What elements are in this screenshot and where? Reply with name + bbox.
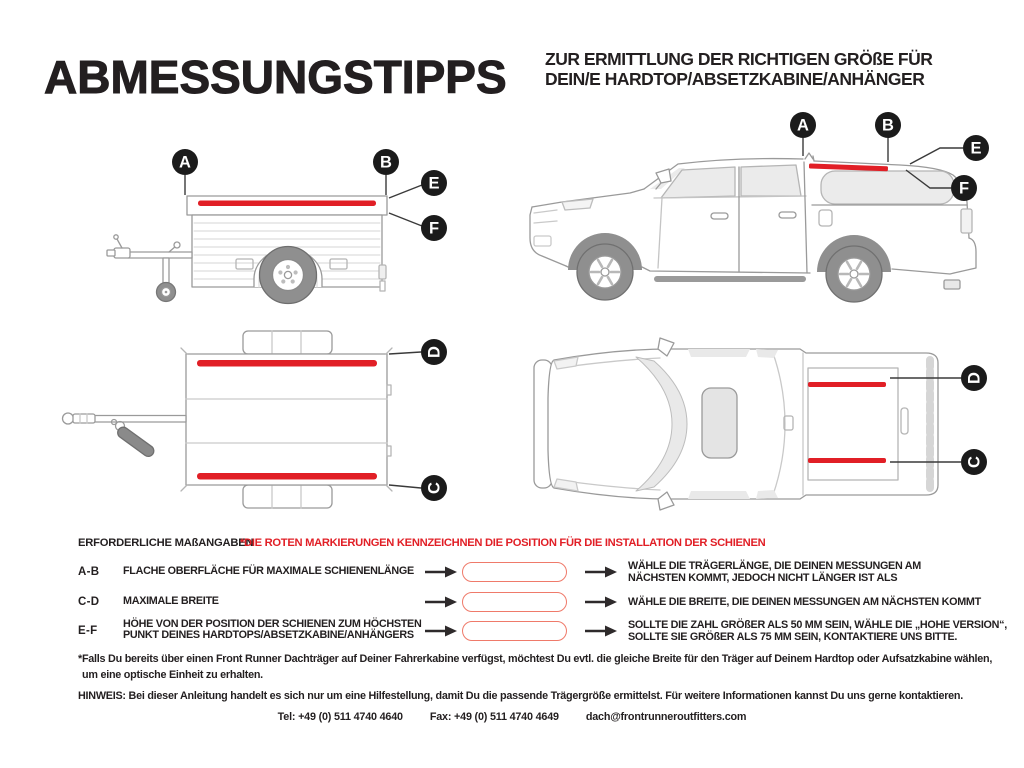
subtitle-line-2: DEIN/E HARDTOP/ABSETZKABINE/ANHÄNGER <box>545 69 925 89</box>
marker-c <box>421 475 447 501</box>
marker-b <box>373 149 399 175</box>
page-subtitle <box>545 49 932 89</box>
rail-position-stripe <box>197 473 377 480</box>
text-line: MAXIMALE BREITE <box>123 594 219 607</box>
text-line: HÖHE VON DER POSITION DER SCHIENEN ZUM HÖCHSTEN <box>123 617 422 630</box>
text-line: PUNKT DEINES HARDTOPS/ABSETZKABINE/ANHÄNGERS <box>123 629 414 642</box>
measurements-heading: ERFORDERLICHE MAßANGABEN <box>78 537 254 549</box>
truck-top-diagram <box>520 330 1010 520</box>
svg-text:E: E <box>428 174 440 193</box>
svg-text:F: F <box>958 179 970 198</box>
row-instruction <box>628 560 1008 584</box>
trailer-top-diagram <box>30 325 470 525</box>
marker-d <box>421 339 447 365</box>
arrow-right-icon <box>425 596 457 608</box>
marker-connectors <box>389 352 421 488</box>
svg-text:A: A <box>797 116 809 135</box>
svg-text:E: E <box>970 139 982 158</box>
marker-b <box>875 112 901 138</box>
text-line: SOLLTE DIE ZAHL GRÖßER ALS 50 MM SEIN, WÄHLE DIE „HOHE VERSION“, <box>628 618 1007 631</box>
measurement-row-cd <box>78 586 994 617</box>
subtitle-line-1: ZUR ERMITTLUNG DER RICHTIGEN GRÖßE FÜR <box>545 49 933 69</box>
truck-front-wheel <box>577 244 633 300</box>
text-line: WÄHLE DIE TRÄGERLÄNGE, DIE DEINEN MESSUNGEN AM <box>628 559 921 572</box>
footnote-hinweis: HINWEIS: Bei dieser Anleitung handelt es sich nur um eine Hilfestellung, damit Du die passende Trägergröße ermittelst. Für weitere Informationen kannst Du uns gerne kontaktieren. <box>78 690 964 702</box>
red-markings-note: *DIE ROTEN MARKIERUNGEN KENNZEICHNEN DIE POSITION FÜR DIE INSTALLATION DER SCHIENEN <box>240 537 766 549</box>
truck-rear-wheel <box>826 246 882 302</box>
trailer-side-drawing <box>107 196 387 304</box>
row-description <box>123 619 423 643</box>
measurement-row-ab <box>78 556 994 587</box>
trailer-side-diagram <box>30 135 470 320</box>
svg-text:B: B <box>380 153 392 172</box>
row-instruction <box>628 596 1008 608</box>
text-line: *Falls Du bereits über einen Front Runner Dachträger auf Deiner Fahrerkabine verfügst, möchtest Du evtl. die gleiche Breite für den Träger auf Deinem Hardtop oder Aufsatzkabine wählen, <box>78 653 993 665</box>
row-description <box>123 596 423 608</box>
text-line: FLACHE OBERFLÄCHE FÜR MAXIMALE SCHIENENLÄNGE <box>123 564 414 577</box>
truck-side-diagram <box>520 110 1010 315</box>
rail-position-stripe <box>808 382 886 387</box>
arrow-right-icon <box>425 625 457 637</box>
arrow-right-icon <box>585 566 617 578</box>
svg-text:F: F <box>428 219 440 238</box>
rail-position-stripe <box>809 164 888 172</box>
text-line: WÄHLE DIE BREITE, DIE DEINEN MESSUNGEN AM NÄCHSTEN KOMMT <box>628 595 981 608</box>
svg-text:A: A <box>179 153 191 172</box>
measurement-field-ab[interactable] <box>462 562 567 582</box>
text-line: NÄCHSTEN KOMMT, JEDOCH NICHT LÄNGER IST ALS <box>628 571 898 584</box>
truck-side-drawing <box>530 153 976 302</box>
footer-fax: Fax: +49 (0) 511 4740 4649 <box>429 711 559 723</box>
truck-top-drawing <box>534 338 938 510</box>
arrow-right-icon <box>425 566 457 578</box>
svg-text:C: C <box>425 482 444 494</box>
rail-position-stripe <box>808 458 886 463</box>
svg-text:C: C <box>965 456 984 468</box>
arrow-right-icon <box>585 625 617 637</box>
measurement-field-cd[interactable] <box>462 592 567 612</box>
marker-f <box>951 175 977 201</box>
marker-a <box>172 149 198 175</box>
rail-position-stripe <box>198 201 376 207</box>
row-key: C-D <box>78 595 100 608</box>
row-description <box>123 566 423 578</box>
svg-text:D: D <box>425 346 444 358</box>
marker-f <box>421 215 447 241</box>
page-title: ABMESSUNGSTIPPS <box>44 51 507 103</box>
svg-text:B: B <box>882 116 894 135</box>
row-key: A-B <box>78 565 100 578</box>
marker-e <box>963 135 989 161</box>
row-key: E-F <box>78 624 98 637</box>
row-instruction <box>628 619 1008 643</box>
trailer-top-drawing <box>63 331 393 508</box>
footnote-asterisk <box>78 652 993 683</box>
svg-text:D: D <box>965 372 984 384</box>
marker-d <box>961 365 987 391</box>
text-line: SOLLTE SIE GRÖßER ALS 75 MM SEIN, KONTAKTIERE UNS BITTE. <box>628 630 958 643</box>
arrow-right-icon <box>585 596 617 608</box>
text-line: um eine optische Einheit zu erhalten. <box>82 668 263 681</box>
footer-email: dach@frontrunneroutfitters.com <box>585 711 747 723</box>
marker-c <box>961 449 987 475</box>
footer-tel: Tel: +49 (0) 511 4740 4640 <box>277 711 403 723</box>
marker-a <box>790 112 816 138</box>
rail-position-stripe <box>197 360 377 367</box>
measurement-field-ef[interactable] <box>462 621 567 641</box>
measurement-row-ef <box>78 615 1007 646</box>
trailer-wheel <box>260 247 317 304</box>
marker-e <box>421 170 447 196</box>
contact-footer <box>0 711 1024 723</box>
